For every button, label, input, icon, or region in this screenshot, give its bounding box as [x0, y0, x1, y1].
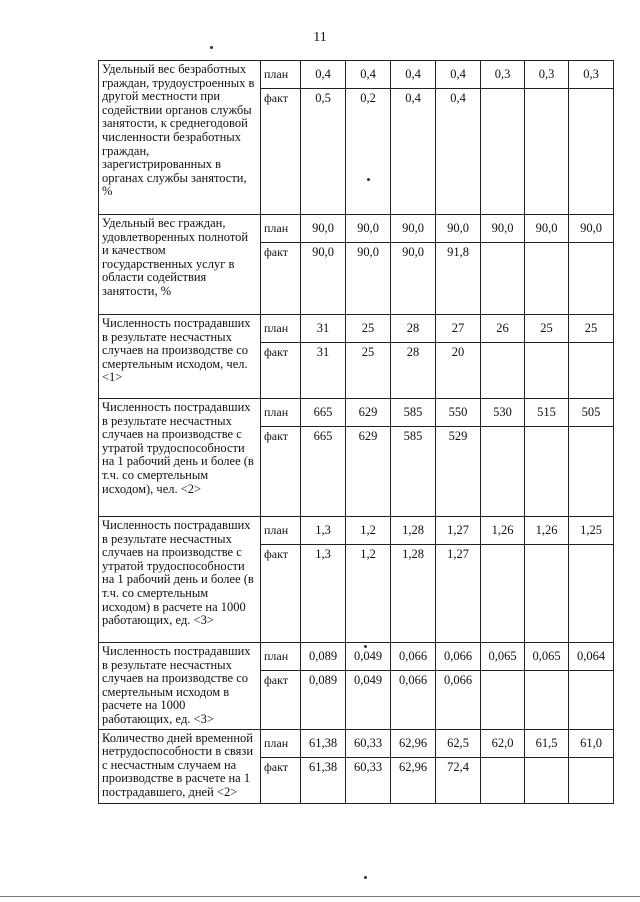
fact-value	[569, 243, 614, 315]
indicator-name: Численность пострадавших в результате несчастных случаев на производстве с утратой трудоспособности на 1 рабочий день и более (в т.ч. со смертельным исходом), чел. <2>	[99, 399, 261, 517]
fact-label: факт	[261, 545, 301, 643]
page-edge-line	[0, 896, 640, 897]
fact-value	[525, 343, 569, 399]
plan-value: 90,0	[301, 215, 346, 243]
plan-value: 62,5	[436, 729, 481, 757]
fact-value: 665	[301, 427, 346, 517]
plan-value: 90,0	[569, 215, 614, 243]
plan-value: 61,5	[525, 729, 569, 757]
plan-value: 0,4	[301, 61, 346, 89]
fact-value	[569, 427, 614, 517]
plan-value: 25	[569, 315, 614, 343]
plan-value: 1,28	[391, 517, 436, 545]
fact-value	[481, 243, 525, 315]
fact-value	[569, 545, 614, 643]
plan-value: 0,4	[436, 61, 481, 89]
fact-value: 0,4	[391, 89, 436, 215]
plan-value: 26	[481, 315, 525, 343]
table-row-plan	[99, 643, 614, 671]
scan-speck	[364, 645, 367, 648]
fact-value	[481, 343, 525, 399]
fact-value: 20	[436, 343, 481, 399]
plan-value: 62,0	[481, 729, 525, 757]
table-body	[99, 61, 614, 804]
plan-value: 61,38	[301, 729, 346, 757]
plan-value: 90,0	[391, 215, 436, 243]
plan-value: 0,3	[525, 61, 569, 89]
fact-value	[481, 89, 525, 215]
fact-value	[525, 757, 569, 803]
indicator-name: Удельный вес граждан, удовлетворенных полнотой и качеством государственных услуг в области содействия занятости, %	[99, 215, 261, 315]
table-row-plan	[99, 729, 614, 757]
indicator-name: Количество дней временной нетрудоспособности в связи с несчастным случаем на производстве в расчете на 1 пострадавшего, дней <2>	[99, 729, 261, 803]
fact-value	[569, 89, 614, 215]
fact-label: факт	[261, 427, 301, 517]
indicator-name: Численность пострадавших в результате несчастных случаев на производстве со смертельным исходом, чел. <1>	[99, 315, 261, 399]
fact-value: 60,33	[346, 757, 391, 803]
table-row-plan	[99, 315, 614, 343]
fact-value: 72,4	[436, 757, 481, 803]
plan-value: 1,3	[301, 517, 346, 545]
plan-value: 0,4	[391, 61, 436, 89]
plan-value: 25	[346, 315, 391, 343]
fact-value: 1,2	[346, 545, 391, 643]
fact-value	[569, 343, 614, 399]
fact-value: 90,0	[391, 243, 436, 315]
fact-value: 0,049	[346, 671, 391, 729]
plan-value: 0,089	[301, 643, 346, 671]
plan-value: 28	[391, 315, 436, 343]
plan-label: план	[261, 315, 301, 343]
fact-value: 25	[346, 343, 391, 399]
plan-value: 62,96	[391, 729, 436, 757]
plan-value: 0,3	[481, 61, 525, 89]
plan-value: 0,4	[346, 61, 391, 89]
fact-value: 0,066	[391, 671, 436, 729]
fact-value: 90,0	[301, 243, 346, 315]
plan-label: план	[261, 61, 301, 89]
indicators-table	[98, 60, 614, 804]
fact-value: 0,4	[436, 89, 481, 215]
fact-value: 0,066	[436, 671, 481, 729]
fact-value: 629	[346, 427, 391, 517]
plan-value: 0,049	[346, 643, 391, 671]
plan-value: 0,065	[481, 643, 525, 671]
fact-value	[525, 545, 569, 643]
scan-speck	[364, 876, 367, 879]
fact-value	[569, 757, 614, 803]
plan-value: 90,0	[525, 215, 569, 243]
plan-value: 1,27	[436, 517, 481, 545]
plan-label: план	[261, 215, 301, 243]
fact-value	[481, 545, 525, 643]
plan-label: план	[261, 643, 301, 671]
fact-value	[569, 671, 614, 729]
plan-value: 505	[569, 399, 614, 427]
fact-value: 1,3	[301, 545, 346, 643]
fact-value: 28	[391, 343, 436, 399]
fact-value	[481, 671, 525, 729]
fact-value	[525, 427, 569, 517]
plan-value: 90,0	[436, 215, 481, 243]
plan-value: 1,25	[569, 517, 614, 545]
fact-value	[525, 671, 569, 729]
plan-value: 0,065	[525, 643, 569, 671]
fact-label: факт	[261, 757, 301, 803]
indicator-name: Удельный вес безработных граждан, трудоустроенных в другой местности при содействии органов службы занятости, к среднегодовой численности безработных граждан, зарегистрированных в органах службы занятости, %	[99, 61, 261, 215]
fact-value: 0,089	[301, 671, 346, 729]
indicator-name: Численность пострадавших в результате несчастных случаев на производстве с утратой трудоспособности на 1 рабочий день и более (в т.ч. со смертельным исходом) в расчете на 1000 работающих, ед. <3>	[99, 517, 261, 643]
plan-value: 585	[391, 399, 436, 427]
plan-label: план	[261, 517, 301, 545]
fact-value: 62,96	[391, 757, 436, 803]
plan-value: 25	[525, 315, 569, 343]
plan-value: 31	[301, 315, 346, 343]
plan-value: 550	[436, 399, 481, 427]
plan-value: 61,0	[569, 729, 614, 757]
scan-speck	[210, 46, 213, 49]
fact-value: 31	[301, 343, 346, 399]
fact-label: факт	[261, 343, 301, 399]
fact-label: факт	[261, 89, 301, 215]
fact-value: 1,27	[436, 545, 481, 643]
plan-value: 1,26	[525, 517, 569, 545]
table-row-plan	[99, 517, 614, 545]
plan-value: 0,3	[569, 61, 614, 89]
scan-speck	[367, 178, 370, 181]
plan-value: 629	[346, 399, 391, 427]
table-row-plan	[99, 61, 614, 89]
fact-value: 61,38	[301, 757, 346, 803]
plan-value: 515	[525, 399, 569, 427]
plan-value: 90,0	[346, 215, 391, 243]
fact-value: 91,8	[436, 243, 481, 315]
plan-value: 1,2	[346, 517, 391, 545]
plan-label: план	[261, 729, 301, 757]
fact-value: 0,5	[301, 89, 346, 215]
plan-value: 0,064	[569, 643, 614, 671]
plan-value: 0,066	[391, 643, 436, 671]
fact-value: 1,28	[391, 545, 436, 643]
fact-value	[525, 243, 569, 315]
plan-value: 665	[301, 399, 346, 427]
table-row-plan	[99, 215, 614, 243]
fact-value: 585	[391, 427, 436, 517]
fact-value	[525, 89, 569, 215]
plan-value: 1,26	[481, 517, 525, 545]
table-row-plan	[99, 399, 614, 427]
page-number: 11	[313, 30, 327, 45]
plan-label: план	[261, 399, 301, 427]
plan-value: 90,0	[481, 215, 525, 243]
fact-value: 529	[436, 427, 481, 517]
fact-value: 0,2	[346, 89, 391, 215]
plan-value: 0,066	[436, 643, 481, 671]
fact-label: факт	[261, 671, 301, 729]
plan-value: 530	[481, 399, 525, 427]
fact-value: 90,0	[346, 243, 391, 315]
plan-value: 27	[436, 315, 481, 343]
indicator-name: Численность пострадавших в результате несчастных случаев на производстве со смертельным исходом в расчете на 1000 работающих, ед. <3>	[99, 643, 261, 730]
plan-value: 60,33	[346, 729, 391, 757]
fact-label: факт	[261, 243, 301, 315]
fact-value	[481, 427, 525, 517]
fact-value	[481, 757, 525, 803]
